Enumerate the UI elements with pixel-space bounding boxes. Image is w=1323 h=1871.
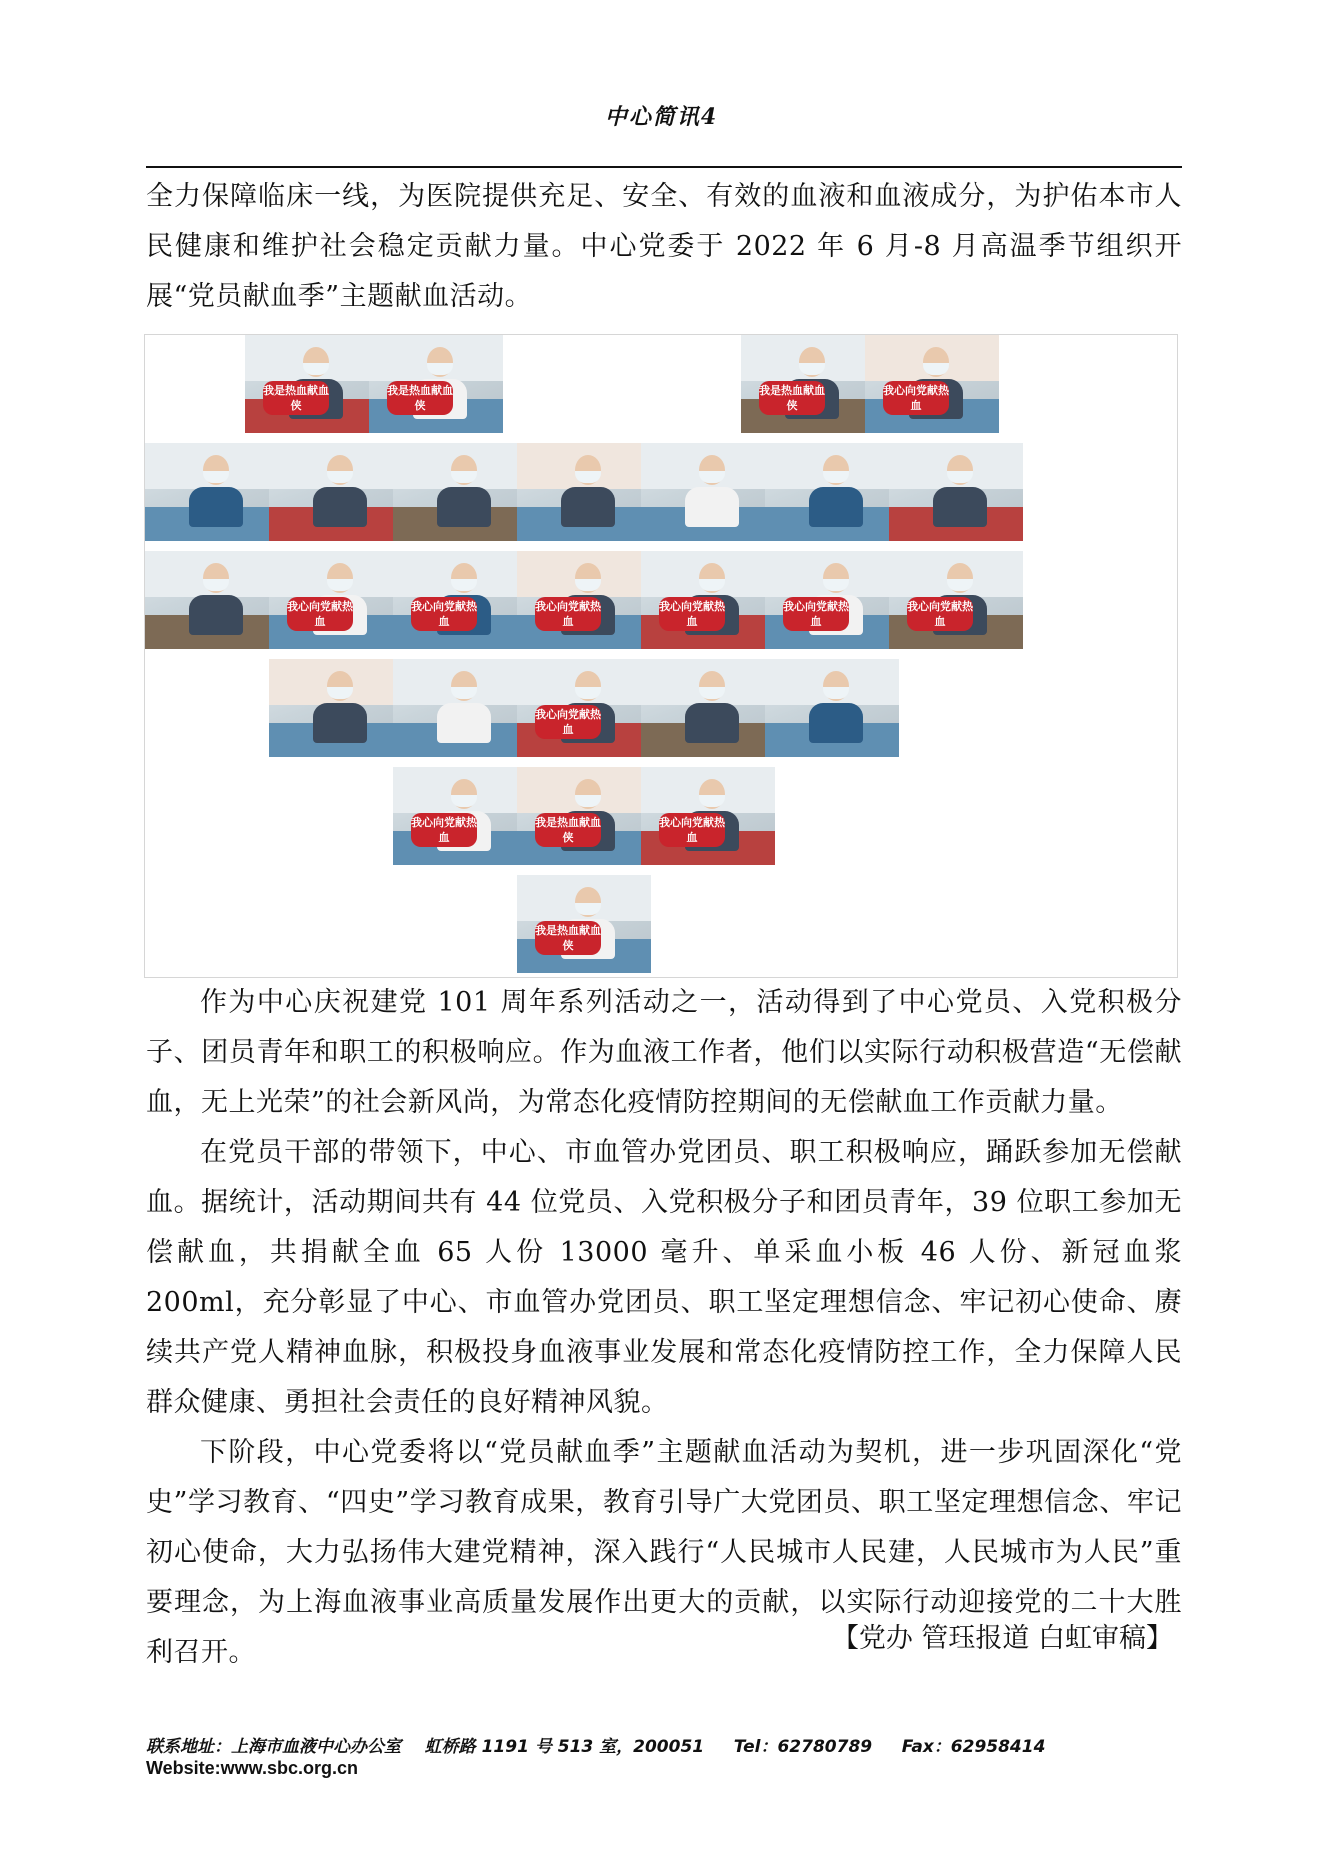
photo-tile [641,443,775,541]
photo-tile [393,659,527,757]
photo-tile [741,335,875,433]
photo-sign: 我是热血献血侠 [759,381,825,415]
photo-tile [517,875,651,973]
photo-tile [517,551,651,649]
photo-tile [145,551,279,649]
photo-sign: 我心向党献热血 [287,597,353,631]
photo-sign: 我是热血献血侠 [387,381,453,415]
photo-tile [889,551,1023,649]
blood-donation-photo-collage [144,334,1178,978]
photo-tile [517,443,651,541]
photo-tile [269,551,403,649]
photo-tile [145,443,279,541]
photo-tile [641,659,775,757]
photo-sign: 我心向党献热血 [411,597,477,631]
body-paragraph-2: 在党员干部的带领下，中心、市血管办党团员、职工积极响应，踊跃参加无偿献血。据统计，活动期间共有 44 位党员、入党积极分子和团员青年，39 位职工参加无偿献血，共捐献全血 65 人份 13000 毫升、单采血小板 46 人份、新冠血浆 200ml，充分彰显了中心、市血管办党团员、职工坚定理想信念、牢记初心使命、赓续共产党人精神血脉，积极投身血液事业发展和常态化疫情防控工作，全力保障人民群众健康、勇担社会责任的良好精神风貌。 [146,1137,1182,1418]
photo-sign: 我心向党献热血 [535,597,601,631]
header-divider [146,166,1182,168]
photo-tile [369,335,503,433]
photo-sign: 我心向党献热血 [907,597,973,631]
footer-address: 联系地址：上海市血液中心办公室 虹桥路 1191 号 513 室，200051 Tel：62780789 Fax：62958414 [146,1737,1046,1757]
photo-tile [889,443,1023,541]
page-header-title: 中心简讯4 [604,104,719,130]
photo-tile [641,551,775,649]
byline: 【党办 管珏报道 白虹审稿】 [831,1623,1173,1654]
photo-tile [245,335,379,433]
photo-sign: 我是热血献血侠 [263,381,329,415]
photo-sign: 我是热血献血侠 [535,921,601,955]
photo-sign: 我是热血献血侠 [535,813,601,847]
body-paragraph-1: 作为中心庆祝建党 101 周年系列活动之一，活动得到了中心党员、入党积极分子、团员青年和职工的积极响应。作为血液工作者，他们以实际行动积极营造“无偿献血，无上光荣”的社会新风尚，为常态化疫情防控期间的无偿献血工作贡献力量。 [146,987,1182,1118]
body-paragraph-3: 下阶段，中心党委将以“党员献血季”主题献血活动为契机，进一步巩固深化“党史”学习教育、“四史”学习教育成果，教育引导广大党团员、职工坚定理想信念、牢记初心使命，大力弘扬伟大建党精神，深入践行“人民城市人民建，人民城市为人民”重要理念，为上海血液事业高质量发展作出更大的贡献，以实际行动迎接党的二十大胜利召开。 [146,1437,1182,1668]
photo-sign: 我心向党献热血 [411,813,477,847]
photo-sign: 我心向党献热血 [659,813,725,847]
photo-sign: 我心向党献热血 [883,381,949,415]
photo-tile [641,767,775,865]
photo-tile [517,767,651,865]
photo-tile [393,551,527,649]
photo-tile [269,659,403,757]
photo-tile [269,443,403,541]
photo-tile [765,551,899,649]
photo-tile [865,335,999,433]
photo-tile [393,443,527,541]
photo-sign: 我心向党献热血 [659,597,725,631]
photo-tile [765,659,899,757]
photo-tile [517,659,651,757]
photo-sign: 我心向党献热血 [535,705,601,739]
photo-tile [765,443,899,541]
photo-sign: 我心向党献热血 [783,597,849,631]
footer-website: Website:www.sbc.org.cn [146,1758,359,1778]
photo-tile [393,767,527,865]
intro-paragraph: 全力保障临床一线，为医院提供充足、安全、有效的血液和血液成分，为护佑本市人民健康和维护社会稳定贡献力量。中心党委于 2022 年 6 月-8 月高温季节组织开展“党员献血季”主题献血活动。 [146,181,1182,312]
